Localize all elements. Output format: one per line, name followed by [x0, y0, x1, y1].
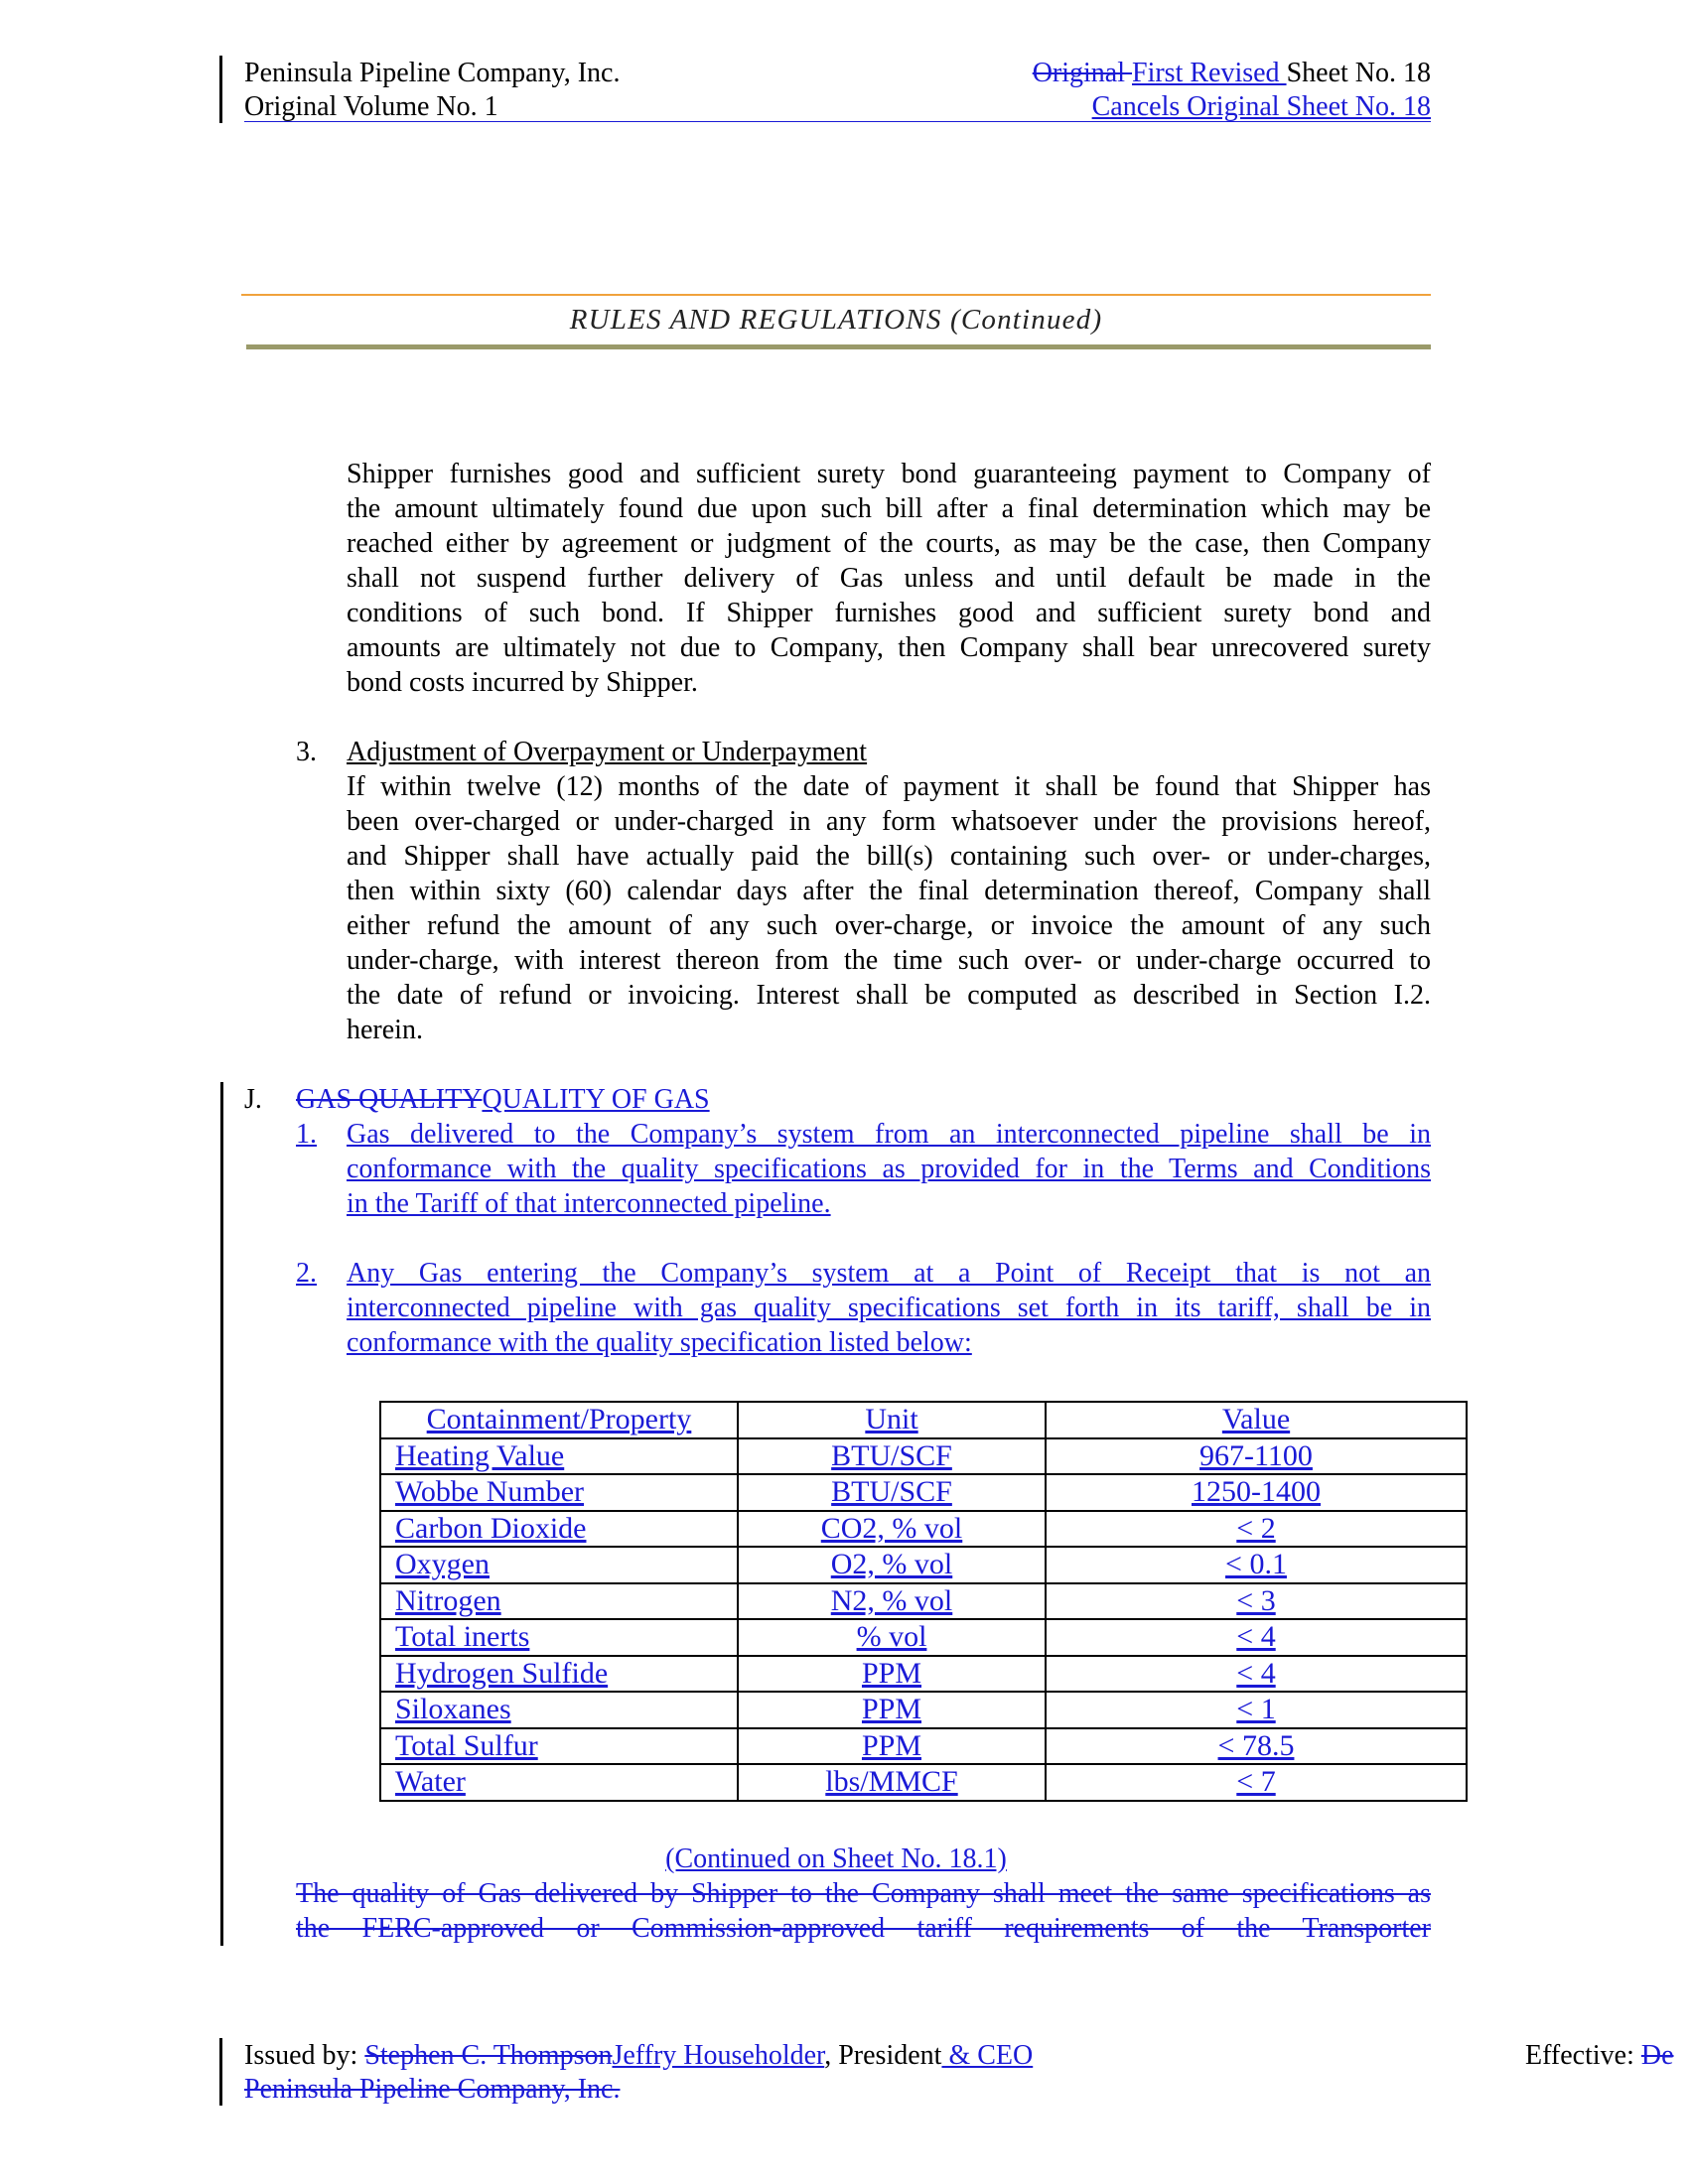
intro-paragraph [347, 457, 1431, 700]
effective-label: Effective: [1525, 2040, 1641, 2071]
gas-quality-table [379, 1401, 1468, 1802]
unit-cell: BTU/SCF [738, 1438, 1046, 1475]
property-cell: Oxygen [380, 1547, 738, 1583]
unit-cell: N2, % vol [738, 1583, 1046, 1620]
unit-cell: lbs/MMCF [738, 1764, 1046, 1801]
deleted-paragraph [296, 1876, 1431, 1946]
section-j-heading [296, 1082, 710, 1117]
unit-cell: PPM [738, 1728, 1046, 1765]
value-cell: < 2 [1046, 1511, 1467, 1548]
item3-block [347, 735, 1431, 1047]
footer-company-deleted: Peninsula Pipeline Company, Inc. [244, 2074, 621, 2105]
property-cell: Wobbe Number [380, 1474, 738, 1511]
sheet-number [1033, 58, 1431, 89]
value-cell: < 7 [1046, 1764, 1467, 1801]
issued-label: Issued by: [244, 2040, 365, 2071]
item3-heading: Adjustment of Overpayment or Underpayment [347, 737, 868, 767]
title-rule-bottom [246, 344, 1431, 349]
property-cell: Total inerts [380, 1619, 738, 1656]
table-row [380, 1474, 1467, 1511]
item3-line: If within twelve (12) months of the date of payment it shall be found that Shipper has [347, 771, 1431, 802]
header-change-bar [219, 56, 222, 123]
issuer-title: , President [824, 2040, 942, 2071]
property-cell: Heating Value [380, 1438, 738, 1475]
table-header-cell: Unit [738, 1402, 1046, 1438]
unit-cell: BTU/SCF [738, 1474, 1046, 1511]
property-cell: Siloxanes [380, 1692, 738, 1728]
issuer-title-inserted: & CEO [941, 2040, 1034, 2071]
intro-line: conditions of such bond. If Shipper furnishes good and sufficient surety bond and [347, 598, 1431, 628]
item3-line: under-charge, with interest thereon from the time such over- or under-charge occurred to [347, 945, 1431, 976]
value-cell: 1250-1400 [1046, 1474, 1467, 1511]
intro-line: Shipper furnishes good and sufficient surety bond guaranteeing payment to Company of [347, 459, 1431, 489]
value-cell: < 78.5 [1046, 1728, 1467, 1765]
item3-line: herein. [347, 1015, 423, 1045]
value-cell: < 0.1 [1046, 1547, 1467, 1583]
sheet-inserted-text: First Revised [1132, 58, 1287, 88]
j-item2-line: Any Gas entering the Company’s system at a Point of Receipt that is not an [347, 1258, 1431, 1289]
j-item1-line: in the Tariff of that interconnected pipeline. [347, 1188, 831, 1219]
table-row [380, 1728, 1467, 1765]
sheet-rest-text: Sheet No. 18 [1286, 58, 1431, 88]
item3-line: been over-charged or under-charged in any form whatsoever under the provisions hereof, [347, 806, 1431, 837]
table-row [380, 1619, 1467, 1656]
table-row [380, 1438, 1467, 1475]
table-header-cell: Value [1046, 1402, 1467, 1438]
unit-cell: O2, % vol [738, 1547, 1046, 1583]
section-j-letter: J. [244, 1084, 262, 1115]
heading-deleted: GAS QUALITY [296, 1084, 483, 1115]
unit-cell: PPM [738, 1656, 1046, 1693]
j-item1-number: 1. [296, 1119, 317, 1150]
issued-by [244, 2040, 1033, 2072]
table-row [380, 1764, 1467, 1801]
header-company: Peninsula Pipeline Company, Inc. [244, 58, 621, 88]
item3-line: then within sixty (60) calendar days after the final determination thereof, Company shall [347, 876, 1431, 906]
item3-line: and Shipper shall have actually paid the bill(s) containing such over- or under-charges, [347, 841, 1431, 872]
value-cell: < 4 [1046, 1656, 1467, 1693]
intro-line: reached either by agreement or judgment of the courts, as may be the case, then Company [347, 528, 1431, 559]
issuer-deleted: Stephen C. Thompson [364, 2040, 613, 2071]
j-item1-block [347, 1117, 1431, 1221]
table-row [380, 1583, 1467, 1620]
deleted-line: the FERC-approved or Commission-approved tariff requirements of the Transporter [296, 1913, 1431, 1944]
continued-note: (Continued on Sheet No. 18.1) [665, 1843, 1007, 1874]
j-item1-line: Gas delivered to the Company’s system from an interconnected pipeline shall be in [347, 1119, 1431, 1150]
section-j-change-bar [220, 1082, 223, 1946]
intro-line: bond costs incurred by Shipper. [347, 667, 698, 698]
table-header-cell: Containment/Property [380, 1402, 738, 1438]
j-item2-block [347, 1256, 1431, 1360]
property-cell: Water [380, 1764, 738, 1801]
property-cell: Nitrogen [380, 1583, 738, 1620]
property-cell: Carbon Dioxide [380, 1511, 738, 1548]
table-row [380, 1692, 1467, 1728]
table-header-row [380, 1402, 1467, 1438]
sheet-deleted-text: Original [1032, 58, 1132, 88]
table-row [380, 1547, 1467, 1583]
unit-cell: CO2, % vol [738, 1511, 1046, 1548]
cancels-sheet: Cancels Original Sheet No. 18 [1091, 91, 1431, 122]
intro-line: amounts are ultimately not due to Company, then Company shall bear unrecovered surety [347, 632, 1431, 663]
heading-inserted: QUALITY OF GAS [482, 1084, 710, 1115]
effective-date [1525, 2040, 1674, 2072]
j-item1-line: conformance with the quality specifications as provided for in the Terms and Conditions [347, 1154, 1431, 1184]
property-cell: Hydrogen Sulfide [380, 1656, 738, 1693]
unit-cell: PPM [738, 1692, 1046, 1728]
item3-number: 3. [296, 737, 317, 767]
item3-line: either refund the amount of any such over-charge, or invoice the amount of any such [347, 910, 1431, 941]
value-cell: < 1 [1046, 1692, 1467, 1728]
value-cell: 967-1100 [1046, 1438, 1467, 1475]
table-row [380, 1656, 1467, 1693]
value-cell: < 3 [1046, 1583, 1467, 1620]
intro-line: the amount ultimately found due upon such bill after a final determination which may be [347, 493, 1431, 524]
table-row [380, 1511, 1467, 1548]
issuer-inserted: Jeffry Householder [612, 2040, 825, 2071]
header-volume-text: Original Volume No. 1 [244, 91, 498, 122]
intro-line: shall not suspend further delivery of Gas unless and until default be made in the [347, 563, 1431, 594]
unit-cell: % vol [738, 1619, 1046, 1656]
j-item2-line: interconnected pipeline with gas quality specifications set forth in its tariff, shall be in [347, 1293, 1431, 1323]
j-item2-number: 2. [296, 1258, 317, 1289]
item3-line: the date of refund or invoicing. Interest shall be computed as described in Section I.2. [347, 980, 1431, 1011]
deleted-line: The quality of Gas delivered by Shipper to the Company shall meet the same specifications as [296, 1878, 1431, 1909]
value-cell: < 4 [1046, 1619, 1467, 1656]
property-cell: Total Sulfur [380, 1728, 738, 1765]
footer-change-bar [219, 2038, 222, 2106]
j-item2-line: conformance with the quality specification listed below: [347, 1327, 972, 1358]
effective-deleted: De [1640, 2040, 1674, 2071]
page-title: RULES AND REGULATIONS (Continued) [569, 304, 1103, 336]
